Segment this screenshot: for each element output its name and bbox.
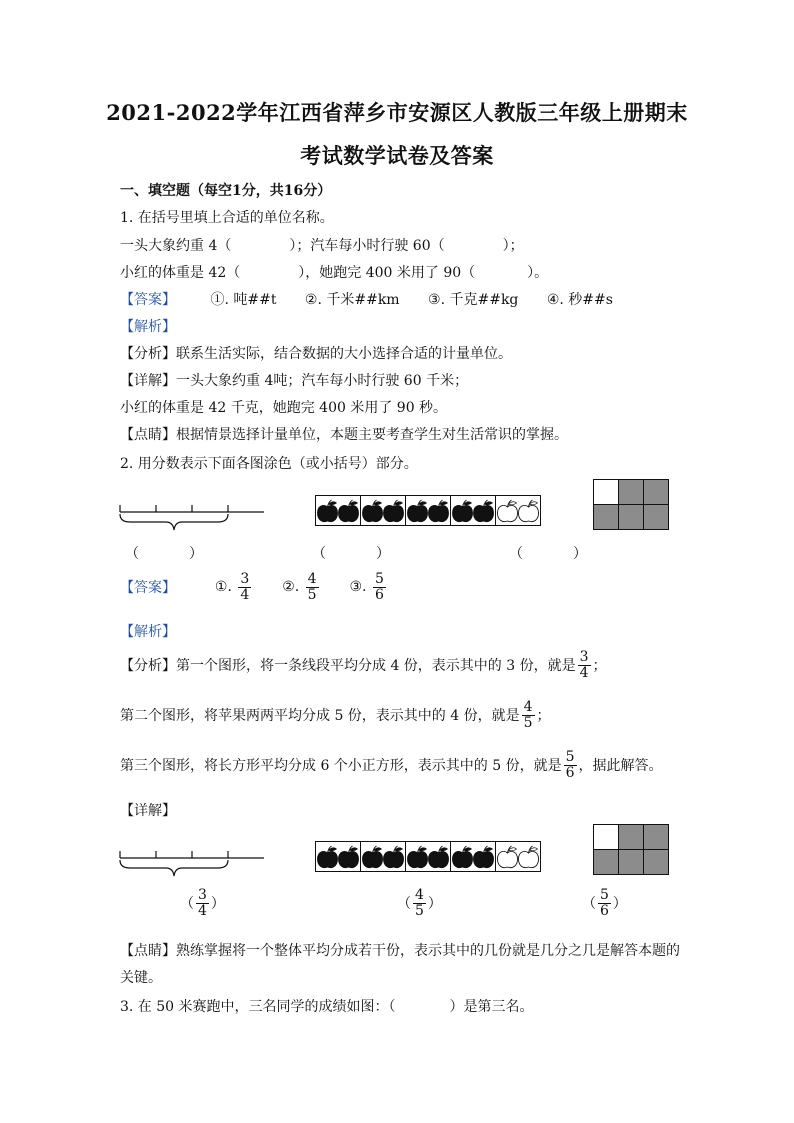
q2-dianjing-1: 【点睛】熟练掌握将一个整体平均分成若干份，表示其中的几份就是几分之几是解答本题的 [120, 943, 680, 959]
q2-fenxi-1: 【分析】第一个图形，将一条线段平均分成 4 份，表示其中的 3 份，就是 $\frac{3}{4}$ ； [120, 649, 607, 681]
figure-apples-2 [315, 840, 545, 876]
q2-xiangjie-tag: 【详解】 [120, 803, 176, 819]
section-header: 一、填空题（每空1分，共16分） [120, 183, 332, 199]
answer-fraction-1: $\frac{3}{4}$ [240, 571, 250, 603]
q2-dianjing-2: 关键。 [120, 970, 162, 986]
detail-fraction-3: （ $\frac{5}{6}$ ） [582, 887, 627, 919]
q2-stem: 2. 用分数表示下面各图涂色（或小括号）部分。 [120, 456, 418, 472]
q1-line-2: 小红的体重是 42（ ），她跑完 400 米用了 90（ ）。 [120, 265, 549, 281]
figure-line-segment [118, 502, 268, 542]
figure-apples-1 [315, 494, 545, 530]
q2-fenxi-3: 第三个图形，将长方形平均分成 6 个小正方形，表示其中的 5 份，就是 $\frac{5}{6}$ ，据此解答。 [120, 749, 663, 781]
title-line-1: 2021-2022学年江西省萍乡市安源区人教版三年级上册期末 [106, 100, 688, 125]
q3-stem: 3. 在 50 米赛跑中，三名同学的成绩如图：（ ）是第三名。 [120, 999, 534, 1015]
answer-fraction-3: $\frac{5}{6}$ [374, 571, 384, 603]
q1-analysis-tag: 【解析】 [120, 319, 176, 335]
q1-xiangjie-1: 【详解】一头大象约重 4吨；汽车每小时行驶 60 千米； [120, 373, 469, 389]
detail-fraction-1: （ $\frac{3}{4}$ ） [180, 887, 225, 919]
blank-paren-2: （ ） [312, 546, 390, 562]
q1-fenxi: 【分析】联系生活实际，结合数据的大小选择合适的计量单位。 [120, 346, 512, 362]
q1-dianjing: 【点睛】根据情景选择计量单位，本题主要考查学生对生活常识的掌握。 [120, 427, 568, 443]
blank-paren-3: （ ） [509, 546, 587, 562]
figure-squares-1 [593, 479, 671, 531]
figure-squares-2 [593, 824, 671, 876]
figure-line-segment-detail [118, 848, 268, 888]
q1-answer-line: 【答案】 ①. 吨##t ②. 千米##km ③. 千克##kg ④. 秒##s [120, 292, 613, 308]
answer-tag: 【答案】 [120, 292, 176, 308]
q2-answer-line: 【答案】 ①. $\frac{3}{4}$ ②. $\frac{4}{5}$ ③. $\frac{5}{6}$ [120, 571, 384, 603]
q1-stem: 1. 在括号里填上合适的单位名称。 [120, 210, 334, 226]
q1-xiangjie-2: 小红的体重是 42 千克，她跑完 400 米用了 90 秒。 [120, 400, 448, 416]
detail-fraction-2: （ $\frac{4}{5}$ ） [397, 887, 442, 919]
q2-analysis-tag: 【解析】 [120, 624, 176, 640]
title-line-2: 考试数学试卷及答案 [300, 143, 494, 168]
blank-paren-1: （ ） [125, 546, 203, 562]
answer-fraction-2: $\frac{4}{5}$ [307, 571, 317, 603]
q1-line-1: 一头大象约重 4（ ）；汽车每小时行驶 60（ ）； [120, 238, 524, 254]
q2-fenxi-2: 第二个图形，将苹果两两平均分成 5 份，表示其中的 4 份，就是 $\frac{4}{5}$ ； [120, 699, 551, 731]
